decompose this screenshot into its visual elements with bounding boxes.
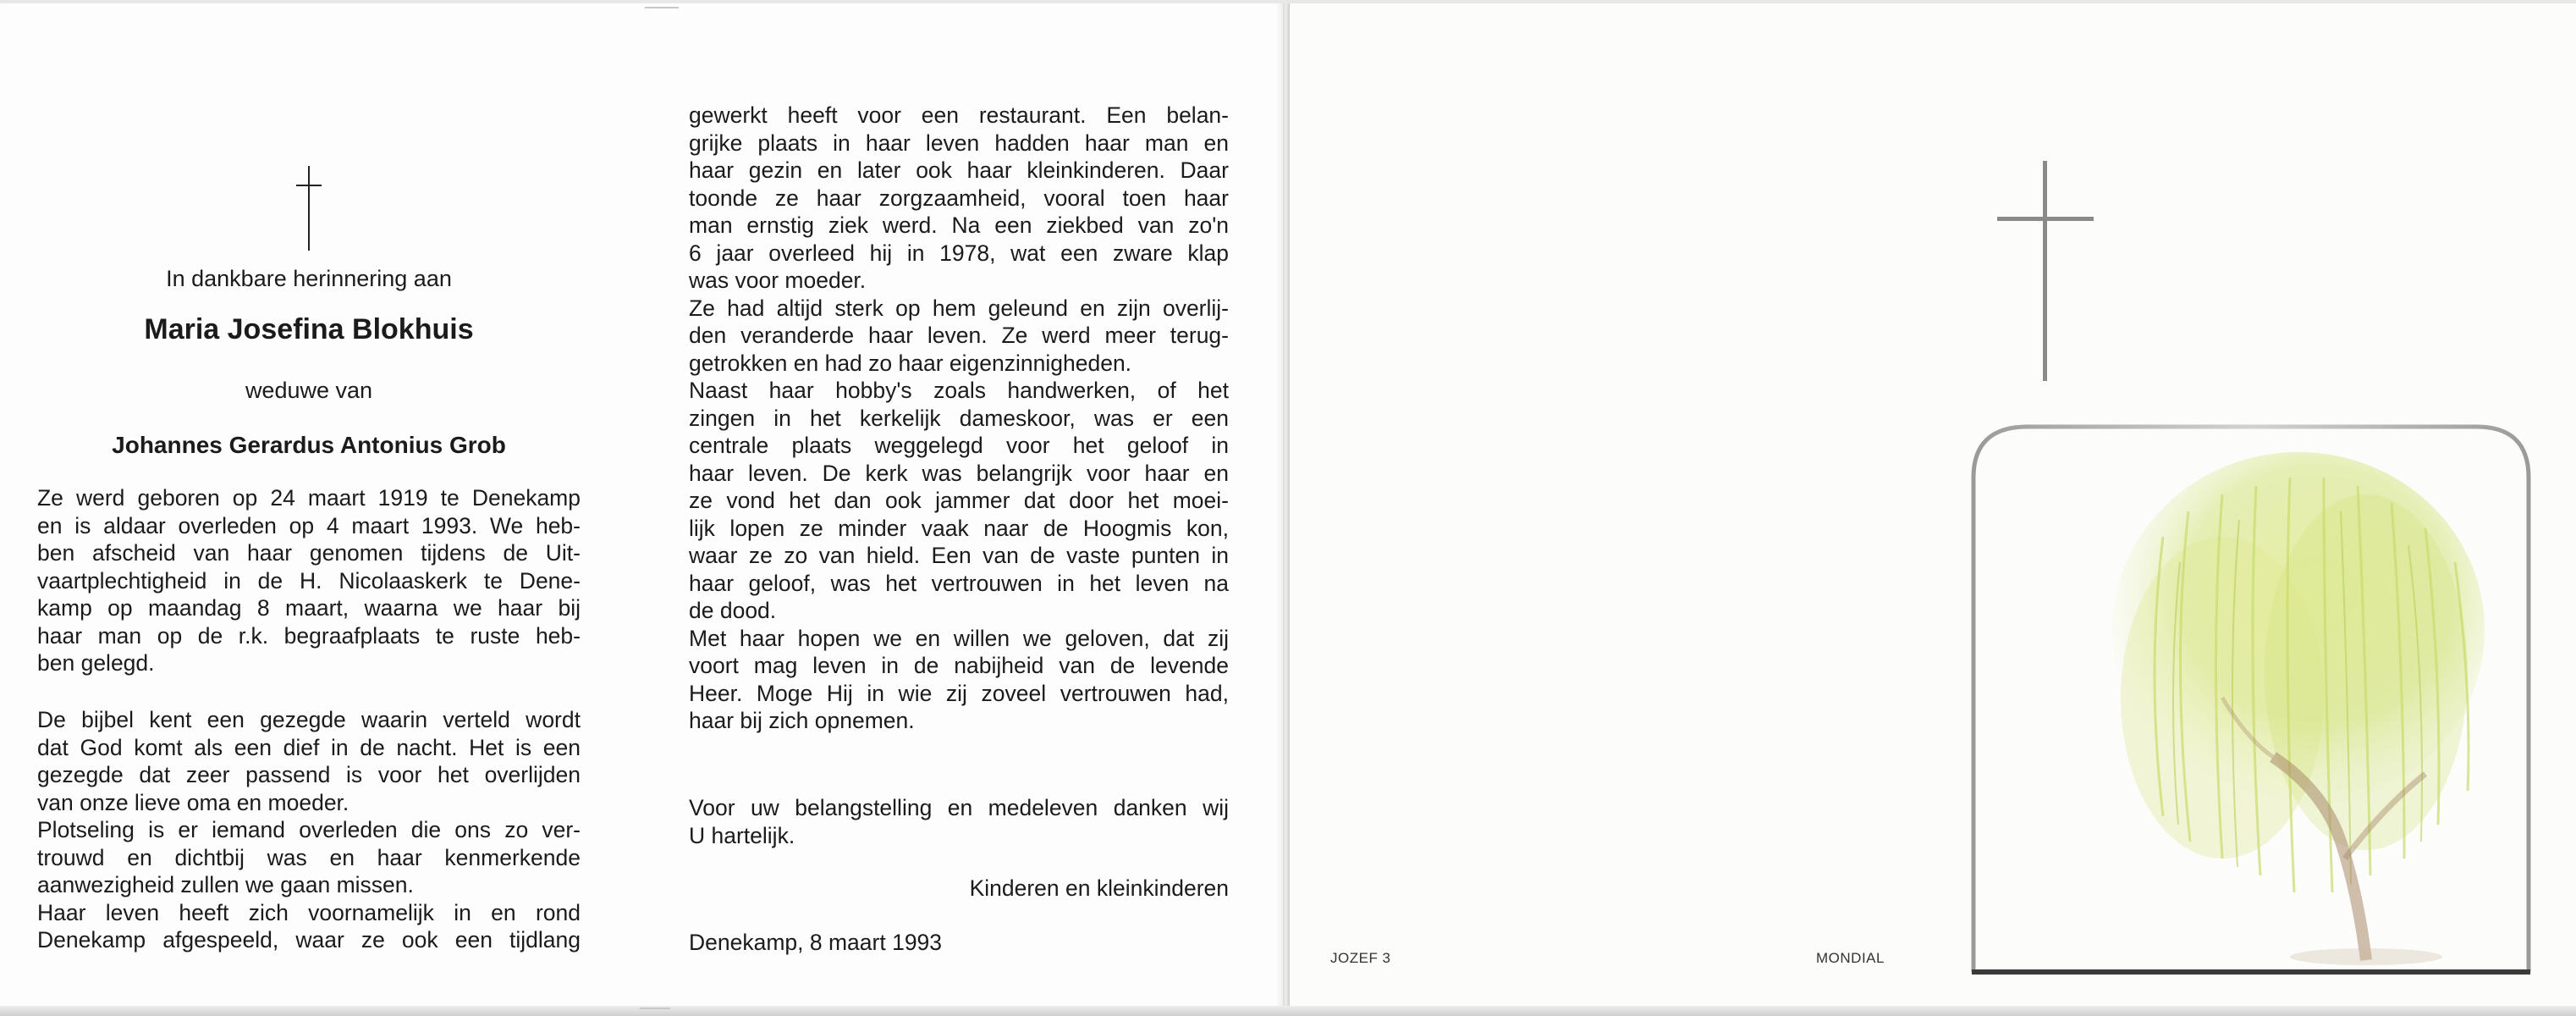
text-line: U hartelijk. bbox=[689, 822, 795, 848]
text-line: aanwezigheid zullen we gaan missen. bbox=[37, 872, 414, 897]
text-line: ben gelegd. bbox=[37, 650, 155, 676]
card-fold bbox=[1283, 0, 1290, 1016]
text-line: de dood. bbox=[689, 598, 777, 623]
text-line: haar geloof, was het vertrouwen in het leven na bbox=[689, 570, 1229, 596]
text-line: De bijbel kent een gezegde waarin verteld wordt bbox=[37, 707, 581, 732]
spouse-name: Johannes Gerardus Antonius Grob bbox=[112, 432, 506, 458]
text-line: Ze had altijd sterk op hem geleund en zijn overlij- bbox=[689, 295, 1229, 321]
crop-mark bbox=[645, 7, 679, 8]
text-line: van onze lieve oma en moeder. bbox=[37, 789, 350, 815]
text-line: Haar leven heeft zich voornamelijk in en rond bbox=[37, 899, 581, 925]
text-line: gewerkt heeft voor een restaurant. Een belan- bbox=[689, 102, 1229, 128]
text-line: getrokken en had zo haar eigenzinnigheden. bbox=[689, 350, 1132, 376]
text-line: zingen in het kerkelijk dameskoor, was er een bbox=[689, 405, 1229, 431]
text-line: voort mag leven in de nabijheid van de levende bbox=[689, 653, 1229, 678]
biography-paragraph-3 bbox=[689, 102, 1229, 735]
text-line: Met haar hopen we en willen we geloven, dat zij bbox=[689, 625, 1229, 651]
intro-text: In dankbare herinnering aan bbox=[166, 266, 452, 291]
text-line: den veranderde haar leven. Ze werd meer terug- bbox=[689, 323, 1229, 348]
text-line: trouwd en dichtbij was en haar kenmerkende bbox=[37, 844, 581, 870]
text-line: kamp op maandag 8 maart, waarna we haar bij bbox=[37, 595, 581, 621]
text-line: dat God komt als een dief in de nacht. Het is een bbox=[37, 734, 581, 760]
small-cross-icon bbox=[296, 166, 322, 251]
text-line: haar man op de r.k. begraafplaats te ruste heb- bbox=[37, 622, 581, 649]
text-line: Ze werd geboren op 24 maart 1919 te Denekamp bbox=[37, 485, 581, 511]
biography-paragraph-1 bbox=[37, 484, 581, 677]
text-line: ben afscheid van haar genomen tijdens de Uit- bbox=[37, 540, 581, 566]
text-line: Heer. Moge Hij in wie zij zoveel vertrouwen had, bbox=[689, 680, 1229, 706]
text-line: centrale plaats weggelegd voor het geloof in bbox=[689, 433, 1229, 458]
text-line: haar leven. De kerk was belangrijk voor haar en bbox=[689, 460, 1229, 486]
card-code-label: JOZEF 3 bbox=[1330, 950, 1391, 966]
signoff: Kinderen en kleinkinderen bbox=[969, 875, 1229, 901]
text-line: en is aldaar overleden op 4 maart 1993. We heb- bbox=[37, 512, 581, 538]
text-line: lijk lopen ze minder vaak naar de Hoogmis kon, bbox=[689, 515, 1229, 541]
text-line: haar gezin en later ook haar kleinkinderen. Daar bbox=[689, 157, 1229, 183]
text-line: vaartplechtigheid in de H. Nicolaaskerk te Dene- bbox=[37, 567, 581, 594]
text-line: haar bij zich opnemen. bbox=[689, 708, 915, 733]
thanks-paragraph bbox=[689, 794, 1229, 849]
willow-tree-illustration bbox=[2112, 452, 2485, 965]
text-line: Plotseling is er iemand overleden die ons zo ver- bbox=[37, 817, 581, 842]
text-line: Voor uw belangstelling en medeleven danken wij bbox=[689, 795, 1229, 820]
crop-mark bbox=[640, 1008, 670, 1009]
top-edge bbox=[0, 0, 2576, 3]
large-cross-icon bbox=[1997, 161, 2094, 381]
deceased-name: Maria Josefina Blokhuis bbox=[144, 313, 474, 345]
bottom-edge bbox=[0, 1006, 2576, 1016]
place-date: Denekamp, 8 maart 1993 bbox=[689, 930, 943, 955]
text-line: Naast haar hobby's zoals handwerken, of het bbox=[689, 378, 1229, 403]
text-line: 6 jaar overleed hij in 1978, wat een zware klap bbox=[689, 240, 1229, 266]
text-line: Denekamp afgespeeld, waar ze ook een tijdlang bbox=[37, 927, 581, 952]
text-line: waar ze zo van hield. Een van de vaste punten in bbox=[689, 543, 1229, 568]
text-line: was voor moeder. bbox=[689, 268, 867, 293]
text-line: man ernstig ziek werd. Na een ziekbed van zo'n bbox=[689, 213, 1229, 238]
text-line: grijke plaats in haar leven hadden haar man en bbox=[689, 130, 1229, 156]
text-line: ze vond het dan ook jammer dat door het moei- bbox=[689, 488, 1229, 513]
willow-illustration-frame bbox=[1968, 418, 2534, 977]
text-line: toonde ze haar zorgzaamheid, vooral toen haar bbox=[689, 185, 1229, 211]
card-maker-label: MONDIAL bbox=[1816, 950, 1885, 966]
text-line: gezegde dat zeer passend is voor het overlijden bbox=[37, 762, 581, 787]
widow-label: weduwe van bbox=[245, 378, 373, 403]
biography-paragraph-2 bbox=[37, 706, 581, 954]
